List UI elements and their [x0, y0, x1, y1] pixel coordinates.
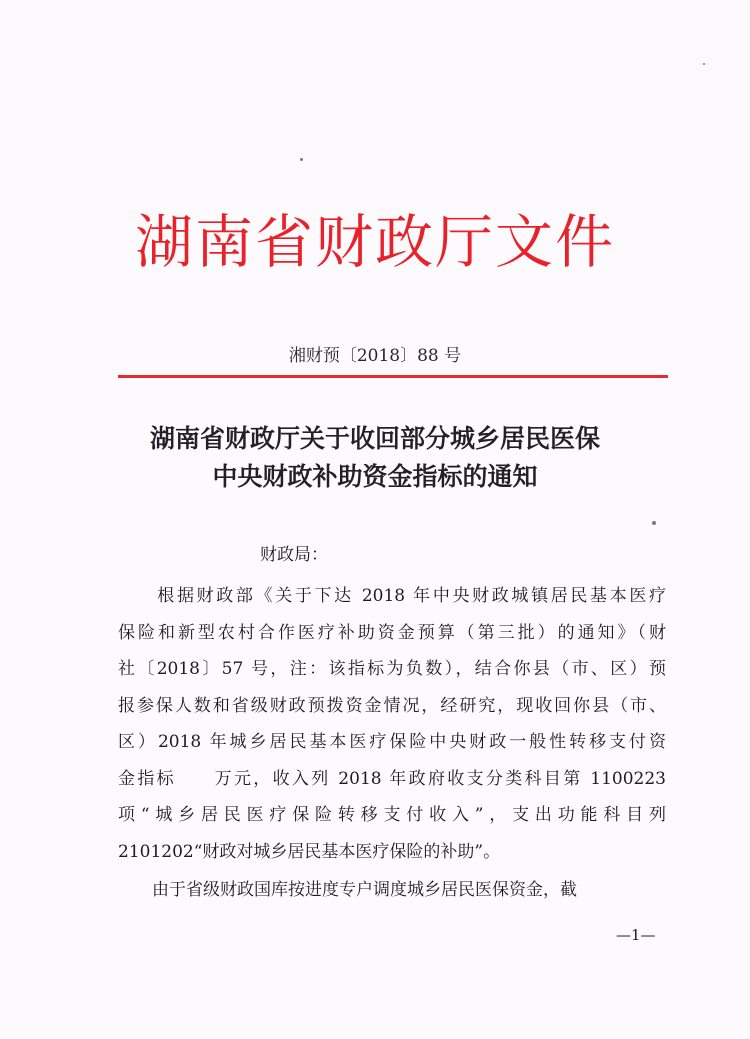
body-line: 金指标 万元，收入列 2018 年政府收支分类科目第 1100223 — [118, 768, 666, 789]
scan-speck — [652, 521, 656, 525]
body-line: 根据财政部《关于下达 2018 年中央财政城镇居民基本医疗 — [118, 586, 666, 606]
body-line: 项“城乡居民医疗保险转移支付收入”，支出功能科目列 — [118, 805, 666, 825]
page-number: —1— — [616, 926, 656, 944]
document-header-title: 湖南省财政厅文件 — [134, 208, 615, 276]
scan-speck — [300, 158, 303, 161]
body-paragraph-2: 由于省级财政国库按进度专户调度城乡居民医保资金，截 — [118, 880, 577, 900]
salutation: 财政局： — [260, 545, 328, 565]
body-line: 社〔2018〕57 号，注：该指标为负数），结合你县（市、区）预 — [118, 659, 666, 679]
notice-title-line-1: 湖南省财政厅关于收回部分城乡居民医保 — [149, 424, 600, 453]
notice-title-line-2: 中央财政补助资金指标的通知 — [212, 462, 538, 491]
document-number: 湘财预〔2018〕88 号 — [288, 346, 462, 366]
red-divider-rule — [118, 375, 668, 378]
body-line-last: 2101202“财政对城乡居民基本医疗保险的补助”。 — [118, 841, 501, 862]
notice-title — [0, 420, 750, 496]
scan-speck — [703, 63, 705, 65]
body-paragraph-1 — [118, 578, 666, 870]
body-line: 保险和新型农村合作医疗补助资金预算（第三批）的通知》（财 — [118, 622, 666, 643]
body-line: 报参保人数和省级财政预拨资金情况，经研究，现收回你县（市、 — [118, 695, 666, 716]
body-line: 区）2018 年城乡居民基本医疗保险中央财政一般性转移支付资 — [118, 732, 666, 752]
